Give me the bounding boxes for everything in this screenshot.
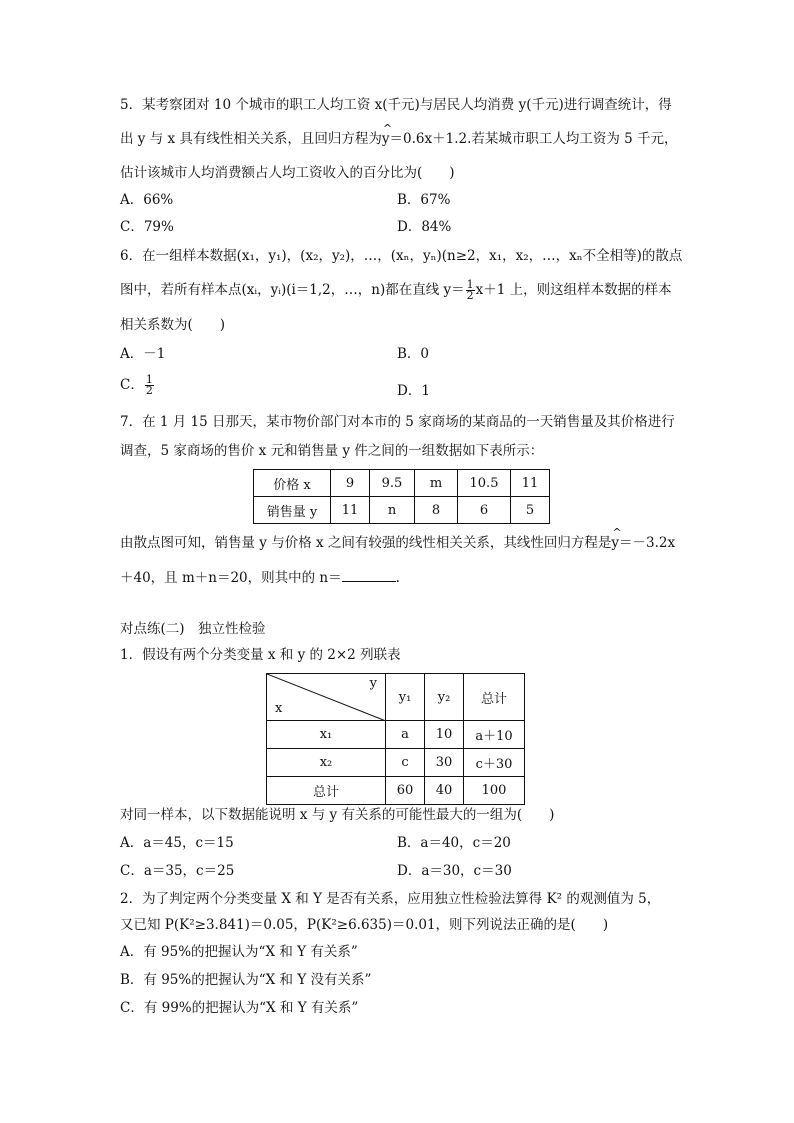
s2q1-option-c: C．a＝35，c＝25 — [120, 863, 235, 879]
q6-line-3: 相关系数为( ) — [120, 317, 226, 333]
table-row — [267, 721, 525, 749]
q6-option-a: A．－1 — [120, 346, 166, 362]
contingency-table — [266, 673, 525, 805]
q5-option-d: D．84% — [397, 219, 452, 235]
table-cell: 9 — [331, 470, 370, 497]
q6-option-c-num: 1 — [145, 373, 153, 386]
table-cell: 总计 — [267, 777, 386, 805]
corner-x-label: x — [275, 701, 283, 716]
q5-line-2a: 出 y 与 x 具有线性相关关系，且回归方程为 — [120, 131, 382, 147]
q7-line-4-end: . — [395, 570, 400, 586]
table-cell: 11 — [331, 497, 370, 524]
table-header-cell: y₂ — [425, 674, 464, 721]
q7-line-3a: 由散点图可知，销售量 y 与价格 x 之间有较强的线性相关关系，其线性回归方程是 — [120, 535, 612, 551]
table-cell: 10 — [425, 721, 464, 749]
q6-line-2a: 图中，若所有样本点(xᵢ，yᵢ)(i＝1,2，…，n)都在直线 y＝ — [120, 282, 465, 298]
s2q2-line-1: 2．为了判定两个分类变量 X 和 Y 是否有关系，应用独立性检验法算得 K² 的观测值为 5， — [120, 891, 661, 907]
table-cell: c — [386, 749, 425, 777]
table-cell: 6 — [458, 497, 511, 524]
q5-option-a: A．66% — [120, 192, 174, 208]
s2q1-option-a: A．a＝45，c＝15 — [120, 835, 234, 851]
table-row — [254, 470, 550, 497]
table-cell: x₂ — [267, 749, 386, 777]
corner-y-label: y — [369, 676, 377, 691]
price-sales-table — [253, 469, 550, 524]
table-cell: 9.5 — [370, 470, 415, 497]
q5-yhat: ^ y — [382, 129, 390, 149]
table-header-cell: 总计 — [464, 674, 525, 721]
diagonal-line — [267, 674, 386, 721]
table-cell: a — [386, 721, 425, 749]
q5-line-2 — [120, 129, 678, 149]
s2q1-line-1: 1．假设有两个分类变量 x 和 y 的 2×2 列联表 — [120, 647, 401, 663]
table-header-cell: y₁ — [386, 674, 425, 721]
table-cell: 5 — [511, 497, 550, 524]
table-cell: 40 — [425, 777, 464, 805]
table-cell: 价格 x — [254, 470, 331, 497]
table-cell: x₁ — [267, 721, 386, 749]
q7-line-3 — [120, 533, 675, 553]
q6-option-c-den: 2 — [145, 384, 153, 397]
q5-line-3: 估计该城市人均消费额占人均工资收入的百分比为( ) — [120, 165, 455, 181]
table-cell: 销售量 y — [254, 497, 331, 524]
q6-option-c-fraction — [145, 375, 154, 396]
corner-cell — [267, 674, 386, 721]
table-row — [267, 749, 525, 777]
s2q1-line-2: 对同一样本，以下数据能说明 x 与 y 有关系的可能性最大的一组为( ) — [120, 807, 555, 823]
q7-line-1: 7．在 1 月 15 日那天，某市物价部门对本市的 5 家商场的某商品的一天销售量及其价格进行 — [120, 414, 675, 430]
table-row — [267, 674, 525, 721]
q5-option-b: B．67% — [397, 192, 451, 208]
table-cell: c＋30 — [464, 749, 525, 777]
q7-yhat: ^ y — [611, 533, 619, 553]
q5-line-1: 5．某考察团对 10 个城市的职工人均工资 x(千元)与居民人均消费 y(千元)进行调查统计，得 — [120, 97, 672, 113]
s2q1-option-d: D．a＝30，c＝30 — [397, 863, 512, 879]
section-title: 对点练(二) 独立性检验 — [120, 621, 266, 637]
table-cell: n — [370, 497, 415, 524]
s2q2-option-a: A．有 95%的把握认为“X 和 Y 有关系” — [120, 944, 358, 960]
q6-fraction-num: 1 — [466, 278, 474, 291]
answer-blank — [342, 567, 396, 582]
q6-option-c-label: C． — [120, 377, 144, 393]
q6-fraction-den: 2 — [466, 289, 474, 302]
q7-line-4-text: ＋40，且 m＋n＝20，则其中的 n＝ — [120, 570, 342, 586]
s2q2-line-2: 又已知 P(K²≥3.841)＝0.05，P(K²≥6.635)＝0.01，则下列说法正确的是( ) — [120, 917, 609, 933]
q5-option-c: C．79% — [120, 219, 174, 235]
q6-line-2b: x＋1 上，则这组样本数据的样本 — [475, 282, 672, 298]
q6-line-1: 6．在一组样本数据(x₁，y₁)，(x₂，y₂)，…，(xₙ，yₙ)(n≥2，x₁，x₂，…，xₙ不全相等)的散点 — [120, 248, 683, 264]
table-cell: m — [415, 470, 458, 497]
q6-option-b: B．0 — [397, 346, 430, 362]
q6-option-d: D．1 — [397, 383, 430, 399]
table-cell: 60 — [386, 777, 425, 805]
table-cell: a＋10 — [464, 721, 525, 749]
table-row — [254, 497, 550, 524]
q7-line-4 — [120, 567, 400, 588]
s2q2-option-c: C．有 99%的把握认为“X 和 Y 有关系” — [120, 1000, 359, 1016]
q7-line-3b: ＝－3.2x — [619, 535, 676, 551]
table-cell: 100 — [464, 777, 525, 805]
table-cell: 30 — [425, 749, 464, 777]
q6-line-2 — [120, 280, 672, 301]
s2q1-option-b: B．a＝40，c＝20 — [397, 835, 511, 851]
table-cell: 11 — [511, 470, 550, 497]
table-cell: 10.5 — [458, 470, 511, 497]
q5-line-2b: ＝0.6x＋1.2.若某城市职工人均工资为 5 千元， — [389, 131, 678, 147]
q7-line-2: 调查，5 家商场的售价 x 元和销售量 y 件之间的一组数据如下表所示： — [120, 443, 544, 459]
table-row — [267, 777, 525, 805]
q6-option-c — [120, 375, 155, 396]
s2q2-option-b: B．有 95%的把握认为“X 和 Y 没有关系” — [120, 972, 372, 988]
table-cell: 8 — [415, 497, 458, 524]
q6-fraction — [466, 280, 475, 301]
